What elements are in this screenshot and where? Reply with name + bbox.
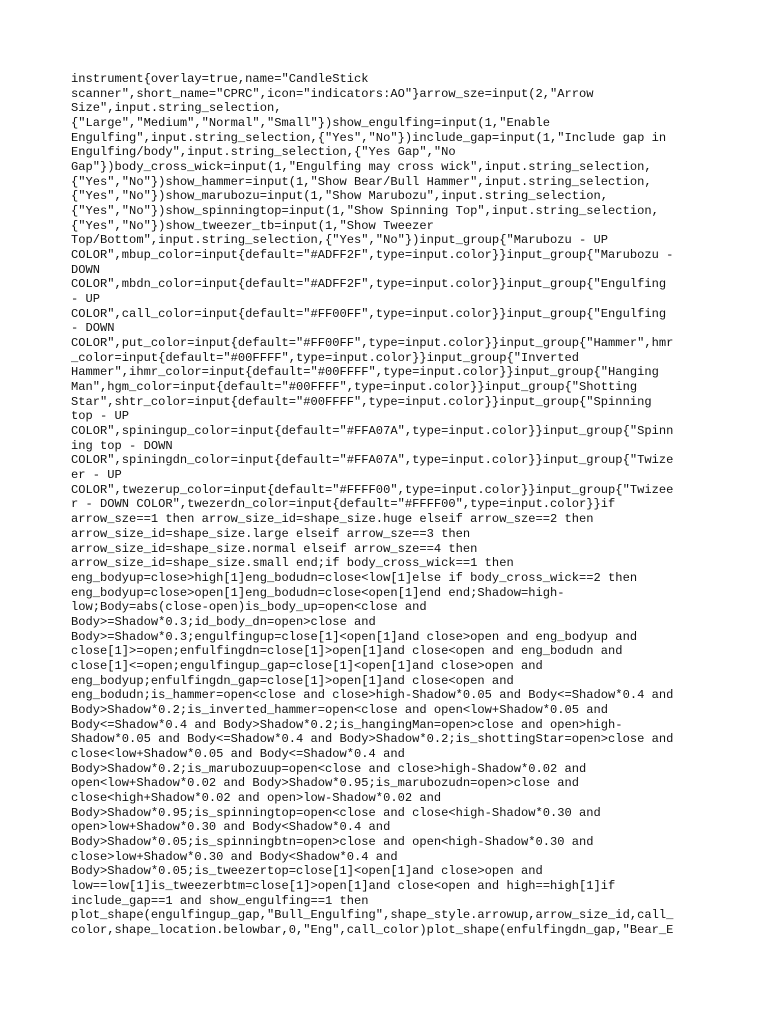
text-line: arrow_sze==1 then arrow_size_id=shape_size.huge elseif arrow_sze==2 then bbox=[71, 512, 594, 527]
text-line: COLOR",spiningup_color=input{default="#FFA07A",type=input.color}}input_group{"Spinn bbox=[71, 424, 674, 439]
text-line: {"Yes","No"})show_marubozu=input(1,"Show Marubozu",input.string_selection, bbox=[71, 189, 609, 204]
text-line: Body>Shadow*0.95;is_spinningtop=open<close and close<high-Shadow*0.30 and bbox=[71, 805, 601, 820]
text-line: close[1]<=open;engulfingup_gap=close[1]<open[1]and close>open and bbox=[71, 658, 543, 673]
document-page bbox=[71, 72, 701, 938]
text-line: close[1]>=open;enfulfingdn=close[1]>open[1]and close<open and eng_bodudn and bbox=[71, 644, 623, 659]
text-line: ing top - DOWN bbox=[71, 438, 173, 453]
text-line: Body>Shadow*0.05;is_tweezertop=close[1]<open[1]and close>open and bbox=[71, 864, 543, 879]
text-line: include_gap==1 and show_engulfing==1 then bbox=[71, 893, 369, 908]
text-line: Body<=Shadow*0.4 and Body>Shadow*0.2;is_hangingMan=open>close and open>high- bbox=[71, 717, 623, 732]
text-line: - UP bbox=[71, 292, 101, 307]
text-line: COLOR",call_color=input{default="#FF00FF",type=input.color}}input_group{"Engulfing bbox=[71, 306, 667, 321]
text-line: Hammer",ihmr_color=input{default="#00FFFF",type=input.color}}input_group{"Hanging bbox=[71, 365, 659, 380]
text-line: Engulfing/body",input.string_selection,{"Yes Gap","No bbox=[71, 145, 456, 160]
text-line: instrument{overlay=true,name="CandleStick bbox=[71, 72, 369, 86]
text-line: top - UP bbox=[71, 409, 130, 424]
text-line: close>low+Shadow*0.30 and Body<Shadow*0.4 and bbox=[71, 849, 398, 864]
text-line: Body>=Shadow*0.3;engulfingup=close[1]<open[1]and close>open and eng_bodyup and bbox=[71, 629, 638, 644]
text-line: close<low+Shadow*0.05 and Body<=Shadow*0.4 and bbox=[71, 746, 405, 761]
text-line: {"Large","Medium","Normal","Small"})show_engulfing=input(1,"Enable bbox=[71, 116, 550, 131]
text-line: Shadow*0.05 and Body<=Shadow*0.4 and Body>Shadow*0.2;is_shottingStar=open>close and bbox=[71, 732, 674, 747]
text-line: Size",input.string_selection, bbox=[71, 101, 282, 116]
text-line: eng_bodudn;is_hammer=open<close and close>high-Shadow*0.05 and Body<=Shadow*0.4 and bbox=[71, 688, 674, 703]
text-line: color,shape_location.belowbar,0,"Eng",call_color)plot_shape(enfulfingdn_gap,"Bear_E bbox=[71, 922, 674, 937]
text-line: open>low+Shadow*0.30 and Body<Shadow*0.4 and bbox=[71, 820, 391, 835]
text-line: COLOR",put_color=input{default="#FF00FF",type=input.color}}input_group{"Hammer",hmr bbox=[71, 336, 674, 351]
text-line: eng_bodyup=close>open[1]eng_bodudn=close<open[1]end end;Shadow=high- bbox=[71, 585, 565, 600]
text-line: - DOWN bbox=[71, 321, 115, 336]
text-line: Engulfing",input.string_selection,{"Yes","No"})include_gap=input(1,"Include gap in bbox=[71, 130, 667, 145]
text-line: COLOR",mbdn_color=input{default="#ADFF2F",type=input.color}}input_group{"Engulfing bbox=[71, 277, 667, 292]
text-line: close<high+Shadow*0.02 and open>low-Shadow*0.02 and bbox=[71, 790, 442, 805]
text-line: Gap"})body_cross_wick=input(1,"Engulfing may cross wick",input.string_selection, bbox=[71, 160, 652, 175]
text-line: Body>=Shadow*0.3;id_body_dn=open>close and bbox=[71, 614, 376, 629]
text-line: low;Body=abs(close-open)is_body_up=open<close and bbox=[71, 600, 427, 615]
text-line: r - DOWN COLOR",twezerdn_color=input{default="#FFFF00",type=input.color}}if bbox=[71, 497, 616, 512]
text-line: Body>Shadow*0.2;is_inverted_hammer=open<close and open<low+Shadow*0.05 and bbox=[71, 702, 609, 717]
text-line: Top/Bottom",input.string_selection,{"Yes","No"})input_group{"Marubozu - UP bbox=[71, 233, 609, 248]
text-line: COLOR",spiningdn_color=input{default="#FFA07A",type=input.color}}input_group{"Twize bbox=[71, 453, 674, 468]
text-line: DOWN bbox=[71, 262, 101, 277]
text-line: eng_bodyup;enfulfingdn_gap=close[1]>open[1]and close<open and bbox=[71, 673, 514, 688]
text-line: Body>Shadow*0.2;is_marubozuup=open<close and close>high-Shadow*0.02 and bbox=[71, 761, 587, 776]
text-line: er - UP bbox=[71, 468, 122, 483]
text-line: arrow_size_id=shape_size.large elseif arrow_sze==3 then bbox=[71, 526, 471, 541]
text-line: _color=input{default="#00FFFF",type=input.color}}input_group{"Inverted bbox=[71, 350, 580, 365]
text-line: COLOR",twezerup_color=input{default="#FFFF00",type=input.color}}input_group{"Twizee bbox=[71, 482, 674, 497]
text-line: open<low+Shadow*0.02 and Body>Shadow*0.95;is_marubozudn=open>close and bbox=[71, 776, 580, 791]
code-text-body bbox=[71, 72, 701, 938]
text-line: eng_bodyup=close>high[1]eng_bodudn=close<low[1]else if body_cross_wick==2 then bbox=[71, 570, 638, 585]
text-line: scanner",short_name="CPRC",icon="indicators:AO"}arrow_sze=input(2,"Arrow bbox=[71, 86, 594, 101]
text-line: plot_shape(engulfingup_gap,"Bull_Engulfing",shape_style.arrowup,arrow_size_id,call_ bbox=[71, 908, 674, 923]
text-line: arrow_size_id=shape_size.small end;if body_cross_wick==1 then bbox=[71, 556, 514, 571]
text-line: Body>Shadow*0.05;is_spinningbtn=open>close and open<high-Shadow*0.30 and bbox=[71, 834, 594, 849]
text-line: {"Yes","No"})show_spinningtop=input(1,"Show Spinning Top",input.string_selection, bbox=[71, 204, 659, 219]
text-line: Man",hgm_color=input{default="#00FFFF",type=input.color}}input_group{"Shotting bbox=[71, 380, 638, 395]
text-line: low==low[1]is_tweezerbtm=close[1]>open[1]and close<open and high==high[1]if bbox=[71, 878, 616, 893]
text-line: {"Yes","No"})show_hammer=input(1,"Show Bear/Bull Hammer",input.string_selection, bbox=[71, 174, 652, 189]
text-line: COLOR",mbup_color=input{default="#ADFF2F",type=input.color}}input_group{"Marubozu - bbox=[71, 248, 674, 263]
text-line: Star",shtr_color=input{default="#00FFFF",type=input.color}}input_group{"Spinning bbox=[71, 394, 652, 409]
text-line: {"Yes","No"})show_tweezer_tb=input(1,"Show Tweezer bbox=[71, 218, 434, 233]
text-line: arrow_size_id=shape_size.normal elseif arrow_sze==4 then bbox=[71, 541, 478, 556]
